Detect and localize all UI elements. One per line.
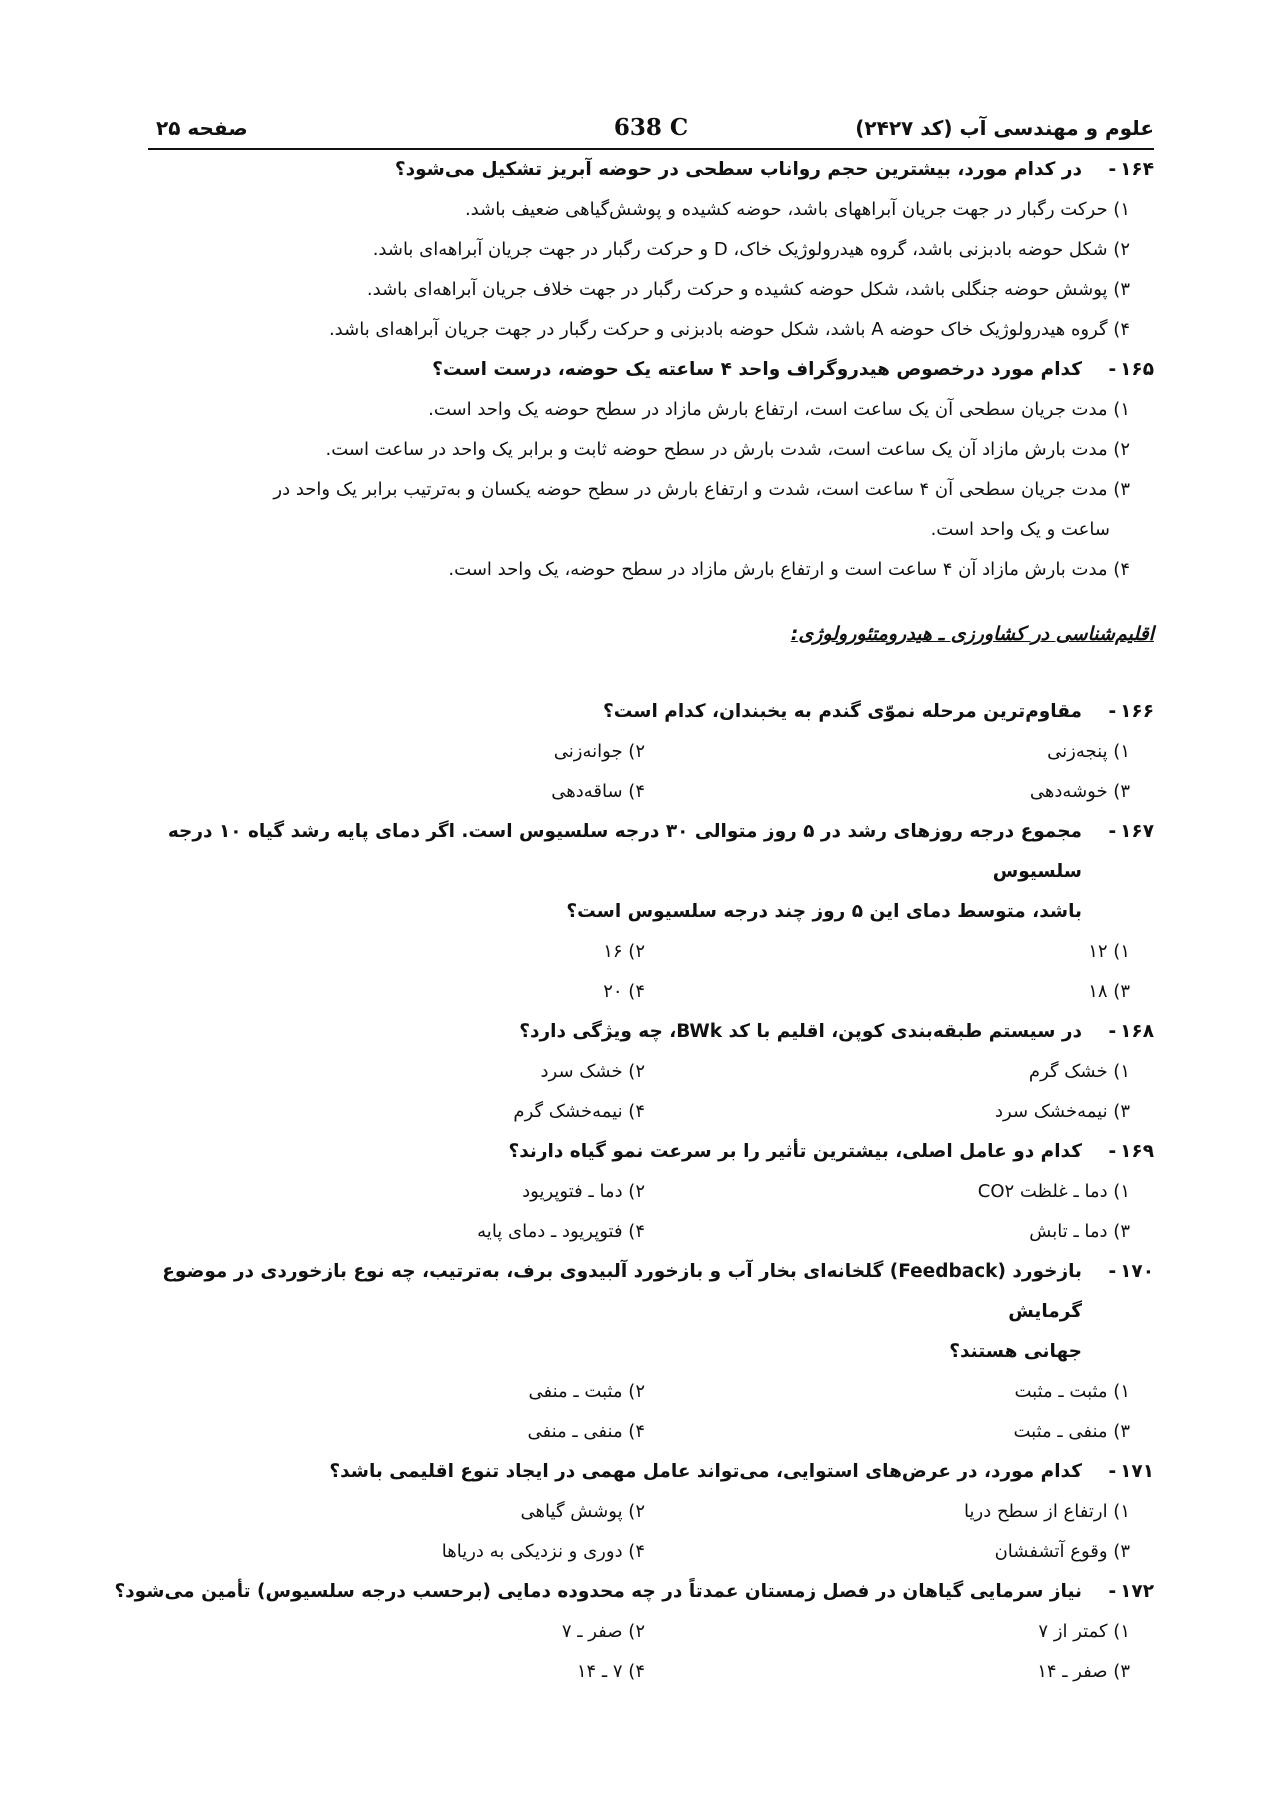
booklet-code: 638 C bbox=[613, 114, 689, 141]
option-1: ۱) ۱۲ bbox=[1088, 941, 1130, 962]
question-number: ۱۶۴ - bbox=[1086, 150, 1154, 190]
question-text: در سیستم طبقه‌بندی کوپن، اقلیم با کد BWk، چه ویژگی دارد؟ bbox=[519, 1021, 1082, 1042]
question-text-continued: جهانی هستند؟ bbox=[949, 1341, 1082, 1362]
option-3-continued: ساعت و یک واحد است. bbox=[930, 519, 1110, 540]
option-3: ۳) پوشش حوضه جنگلی باشد، شکل حوضه کشیده و حرکت رگبار در جهت خلاف جریان آبراهه‌ای باشد. bbox=[366, 279, 1130, 300]
exam-content bbox=[108, 150, 1154, 1692]
option-1: ۱) حرکت رگبار در جهت جریان آبراههای باشد، حوضه کشیده و پوشش‌گیاهی ضعیف باشد. bbox=[464, 199, 1130, 220]
option-3: ۳) خوشه‌دهی bbox=[1029, 781, 1130, 802]
question-number: ۱۷۱ - bbox=[1086, 1452, 1154, 1492]
options-grid bbox=[108, 1052, 1154, 1132]
page-number: صفحه ۲۵ bbox=[156, 116, 248, 140]
option-1: ۱) کمتر از ۷ bbox=[1038, 1621, 1130, 1642]
option-4: ۴) نیمه‌خشک گرم bbox=[513, 1101, 645, 1122]
question-167 bbox=[108, 812, 1154, 1012]
question-text: نیاز سرمایی گیاهان در فصل زمستان عمدتاً در چه محدوده دمایی (برحسب درجه سلسیوس) تأمین می‌شود؟ bbox=[114, 1581, 1082, 1602]
options-grid bbox=[108, 1372, 1154, 1452]
question-168 bbox=[108, 1012, 1154, 1132]
option-4: ۴) گروه هیدرولوژیک خاک حوضه A باشد، شکل حوضه بادبزنی و حرکت رگبار در جهت جریان آبراهه‌ای باشد. bbox=[328, 319, 1130, 340]
option-1: ۱) ارتفاع از سطح دریا bbox=[964, 1501, 1130, 1522]
option-2: ۲) جوانه‌زنی bbox=[553, 741, 645, 762]
option-4: ۴) دوری و نزدیکی به دریاها bbox=[441, 1541, 645, 1562]
option-3: ۳) وقوع آتشفشان bbox=[994, 1541, 1130, 1562]
question-165 bbox=[108, 350, 1154, 590]
option-1: ۱) دما ـ غلظت CO۲ bbox=[977, 1181, 1130, 1202]
option-4: ۴) مدت بارش مازاد آن ۴ ساعت است و ارتفاع بارش مازاد در سطح حوضه، یک واحد است. bbox=[448, 559, 1130, 580]
option-3: ۳) نیمه‌خشک سرد bbox=[995, 1101, 1130, 1122]
option-2: ۲) خشک سرد bbox=[540, 1061, 645, 1082]
question-text: کدام مورد درخصوص هیدروگراف واحد ۴ ساعته یک حوضه، درست است؟ bbox=[432, 359, 1082, 380]
option-3: ۳) منفی ـ مثبت bbox=[1013, 1421, 1130, 1442]
option-3: ۳) ۱۸ bbox=[1088, 981, 1130, 1002]
option-4: ۴) فتوپریود ـ دمای پایه bbox=[477, 1221, 645, 1242]
question-164 bbox=[108, 150, 1154, 350]
option-4: ۴) منفی ـ منفی bbox=[527, 1421, 645, 1442]
question-number: ۱۶۸ - bbox=[1086, 1012, 1154, 1052]
section-title: اقلیم‌شناسی در کشاورزی ـ هیدرومتئورولوژی: bbox=[790, 623, 1154, 645]
question-166 bbox=[108, 692, 1154, 812]
question-text: بازخورد (Feedback) گلخانه‌ای بخار آب و بازخورد آلبیدوی برف، به‌ترتیب، چه نوع بازخوردی در موضوع گرمایش bbox=[162, 1261, 1082, 1322]
question-number: ۱۶۵ - bbox=[1086, 350, 1154, 390]
option-1: ۱) پنجه‌زنی bbox=[1047, 741, 1130, 762]
options-grid bbox=[108, 932, 1154, 1012]
option-2: ۲) دما ـ فتوپریود bbox=[522, 1181, 645, 1202]
question-text: مجموع درجه روزهای رشد در ۵ روز متوالی ۳۰ درجه سلسیوس است. اگر دمای پایه رشد گیاه ۱۰ درجه سلسیوس bbox=[167, 821, 1082, 882]
question-number: ۱۷۰ - bbox=[1086, 1252, 1154, 1292]
option-1: ۱) مدت جریان سطحی آن یک ساعت است، ارتفاع بارش مازاد در سطح حوضه یک واحد است. bbox=[428, 399, 1130, 420]
subject-title: علوم و مهندسی آب (کد ۲۴۲۷) bbox=[855, 116, 1154, 140]
option-2: ۲) صفر ـ ۷ bbox=[561, 1621, 645, 1642]
question-169 bbox=[108, 1132, 1154, 1252]
option-1: ۱) مثبت ـ مثبت bbox=[1014, 1381, 1130, 1402]
option-4: ۴) ۲۰ bbox=[603, 981, 645, 1002]
option-2: ۲) مدت بارش مازاد آن یک ساعت است، شدت بارش در سطح حوضه ثابت و برابر یک واحد در ساعت است. bbox=[325, 439, 1130, 460]
option-2: ۲) مثبت ـ منفی bbox=[528, 1381, 645, 1402]
question-number: ۱۷۲ - bbox=[1086, 1572, 1154, 1612]
question-text: کدام دو عامل اصلی، بیشترین تأثیر را بر سرعت نمو گیاه دارند؟ bbox=[508, 1141, 1082, 1162]
options-grid bbox=[108, 1172, 1154, 1252]
options-grid bbox=[108, 1492, 1154, 1572]
question-172 bbox=[108, 1572, 1154, 1692]
option-3: ۳) دما ـ تابش bbox=[1029, 1221, 1130, 1242]
question-number: ۱۶۹ - bbox=[1086, 1132, 1154, 1172]
question-text: کدام مورد، در عرض‌های استوایی، می‌تواند عامل مهمی در ایجاد تنوع اقلیمی باشد؟ bbox=[329, 1461, 1082, 1482]
option-4: ۴) ۷ ـ ۱۴ bbox=[576, 1661, 645, 1682]
question-number: ۱۶۷ - bbox=[1086, 812, 1154, 852]
question-number: ۱۶۶ - bbox=[1086, 692, 1154, 732]
options-grid bbox=[108, 1612, 1154, 1692]
question-text-continued: باشد، متوسط دمای این ۵ روز چند درجه سلسیوس است؟ bbox=[566, 901, 1082, 922]
options-grid bbox=[108, 732, 1154, 812]
page-header bbox=[148, 108, 1154, 148]
question-171 bbox=[108, 1452, 1154, 1572]
option-3: ۳) صفر ـ ۱۴ bbox=[1037, 1661, 1130, 1682]
option-2: ۲) شکل حوضه بادبزنی باشد، گروه هیدرولوژیک خاک، D و حرکت رگبار در جهت جریان آبراهه‌ای باشد. bbox=[372, 239, 1130, 260]
option-1: ۱) خشک گرم bbox=[1028, 1061, 1130, 1082]
question-170 bbox=[108, 1252, 1154, 1452]
question-text: در کدام مورد، بیشترین حجم رواناب سطحی در حوضه آبریز تشکیل می‌شود؟ bbox=[394, 159, 1082, 180]
option-3: ۳) مدت جریان سطحی آن ۴ ساعت است، شدت و ارتفاع بارش در سطح حوضه یکسان و به‌ترتیب برابر یک واحد در bbox=[273, 479, 1130, 500]
option-2: ۲) پوشش گیاهی bbox=[520, 1501, 645, 1522]
option-2: ۲) ۱۶ bbox=[603, 941, 645, 962]
option-4: ۴) ساقه‌دهی bbox=[551, 781, 645, 802]
question-text: مقاوم‌ترین مرحله نموّی گندم به یخبندان، کدام است؟ bbox=[602, 701, 1082, 722]
